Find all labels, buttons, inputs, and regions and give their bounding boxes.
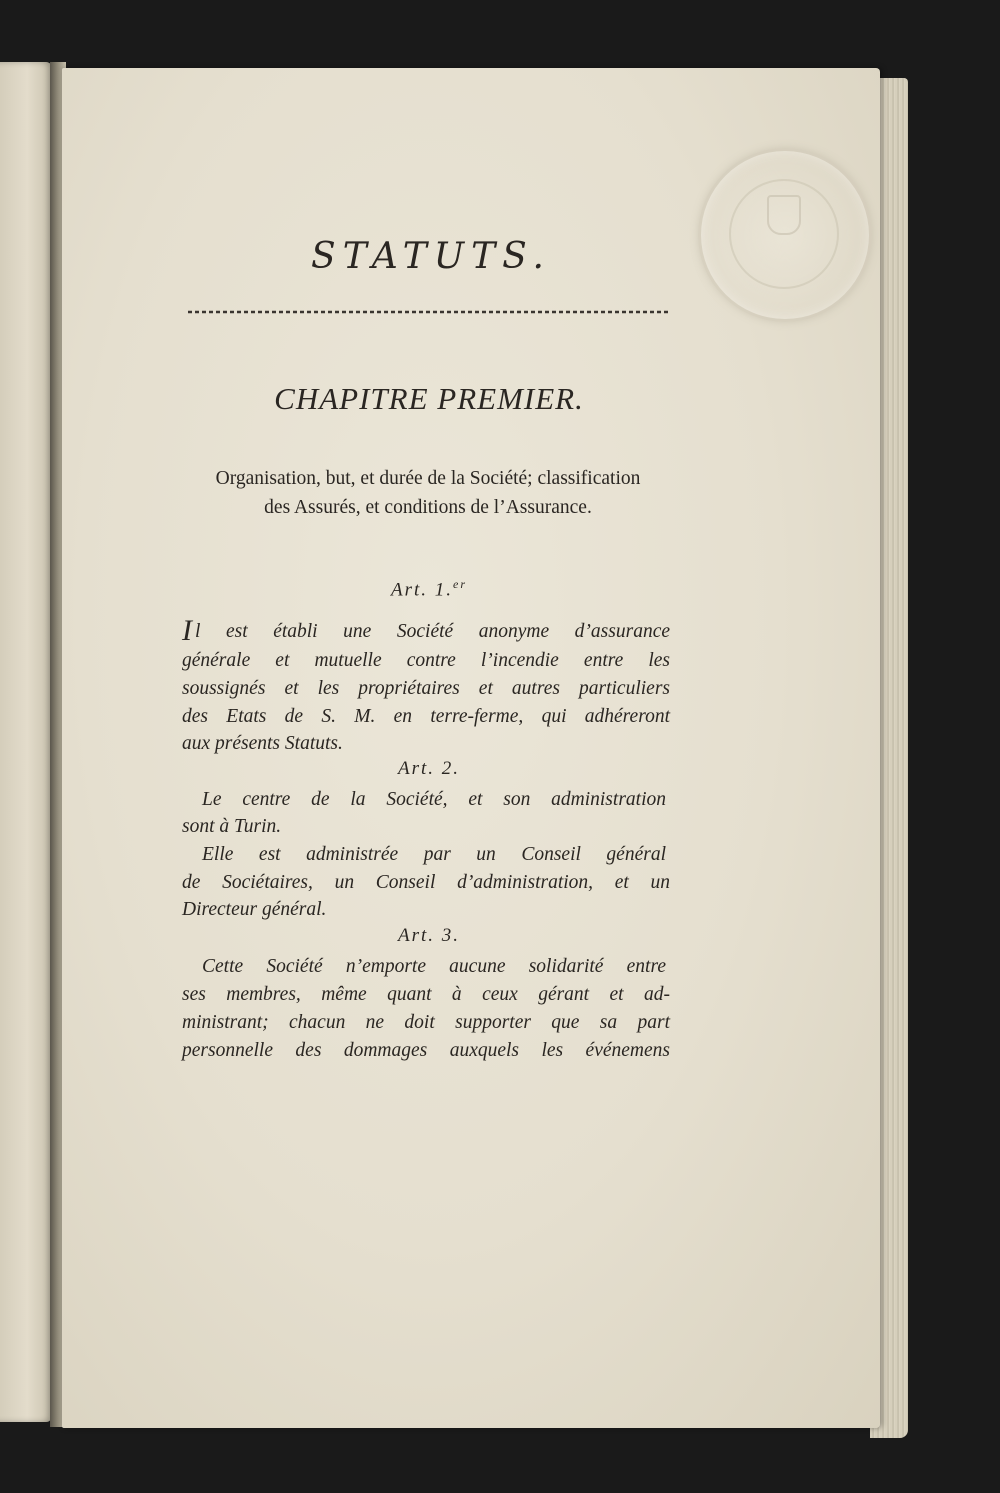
article-3-line-4: personnelle des dommages auxquels les événemens — [182, 1040, 670, 1061]
article-1-line-5: aux présents Statuts. — [182, 733, 343, 754]
article-2-line-1: Le centre de la Société, et son administration — [202, 789, 666, 810]
article-1-line-4: des Etats de S. M. en terre-ferme, qui adhéreront — [182, 706, 670, 727]
article-1-title-superscript: er — [453, 577, 468, 591]
article-1-line-2: générale et mutuelle contre l’incendie entre les — [182, 650, 670, 671]
chapter-subtitle-line-1: Organisation, but, et durée de la Société; classification — [215, 468, 641, 489]
embossed-seal — [698, 148, 872, 322]
article-3-line-1: Cette Société n’emporte aucune solidarité entre — [202, 956, 666, 977]
article-1-line-1-text: l est établi une Société anonyme d’assurance — [195, 621, 670, 642]
article-1-title — [0, 577, 858, 601]
article-1-title-text: Art. 1. — [390, 579, 454, 601]
article-2-line-5: Directeur général. — [182, 899, 327, 920]
article-3-line-2: ses membres, même quant à ceux gérant et ad- — [182, 984, 670, 1005]
article-3-title: Art. 3. — [397, 925, 461, 946]
article-2-line-3: Elle est administrée par un Conseil général — [202, 844, 666, 865]
article-2-line-4: de Sociétaires, un Conseil d’administration, et un — [182, 872, 670, 893]
article-2-line-2: sont à Turin. — [182, 816, 282, 837]
seal-shield-icon — [767, 195, 801, 235]
article-1-line-1 — [182, 614, 670, 647]
chapter-title: CHAPITRE PREMIER. — [274, 381, 584, 416]
chapter-subtitle-line-2: des Assurés, et conditions de l’Assurance. — [264, 497, 592, 518]
article-1-dropcap: I — [182, 614, 192, 647]
page-heading: STATUTS. — [311, 236, 551, 277]
article-3-line-3: ministrant; chacun ne doit supporter que sa part — [182, 1012, 670, 1033]
article-1-line-3: soussignés et les propriétaires et autres particuliers — [182, 678, 670, 699]
article-2-title: Art. 2. — [397, 758, 461, 779]
